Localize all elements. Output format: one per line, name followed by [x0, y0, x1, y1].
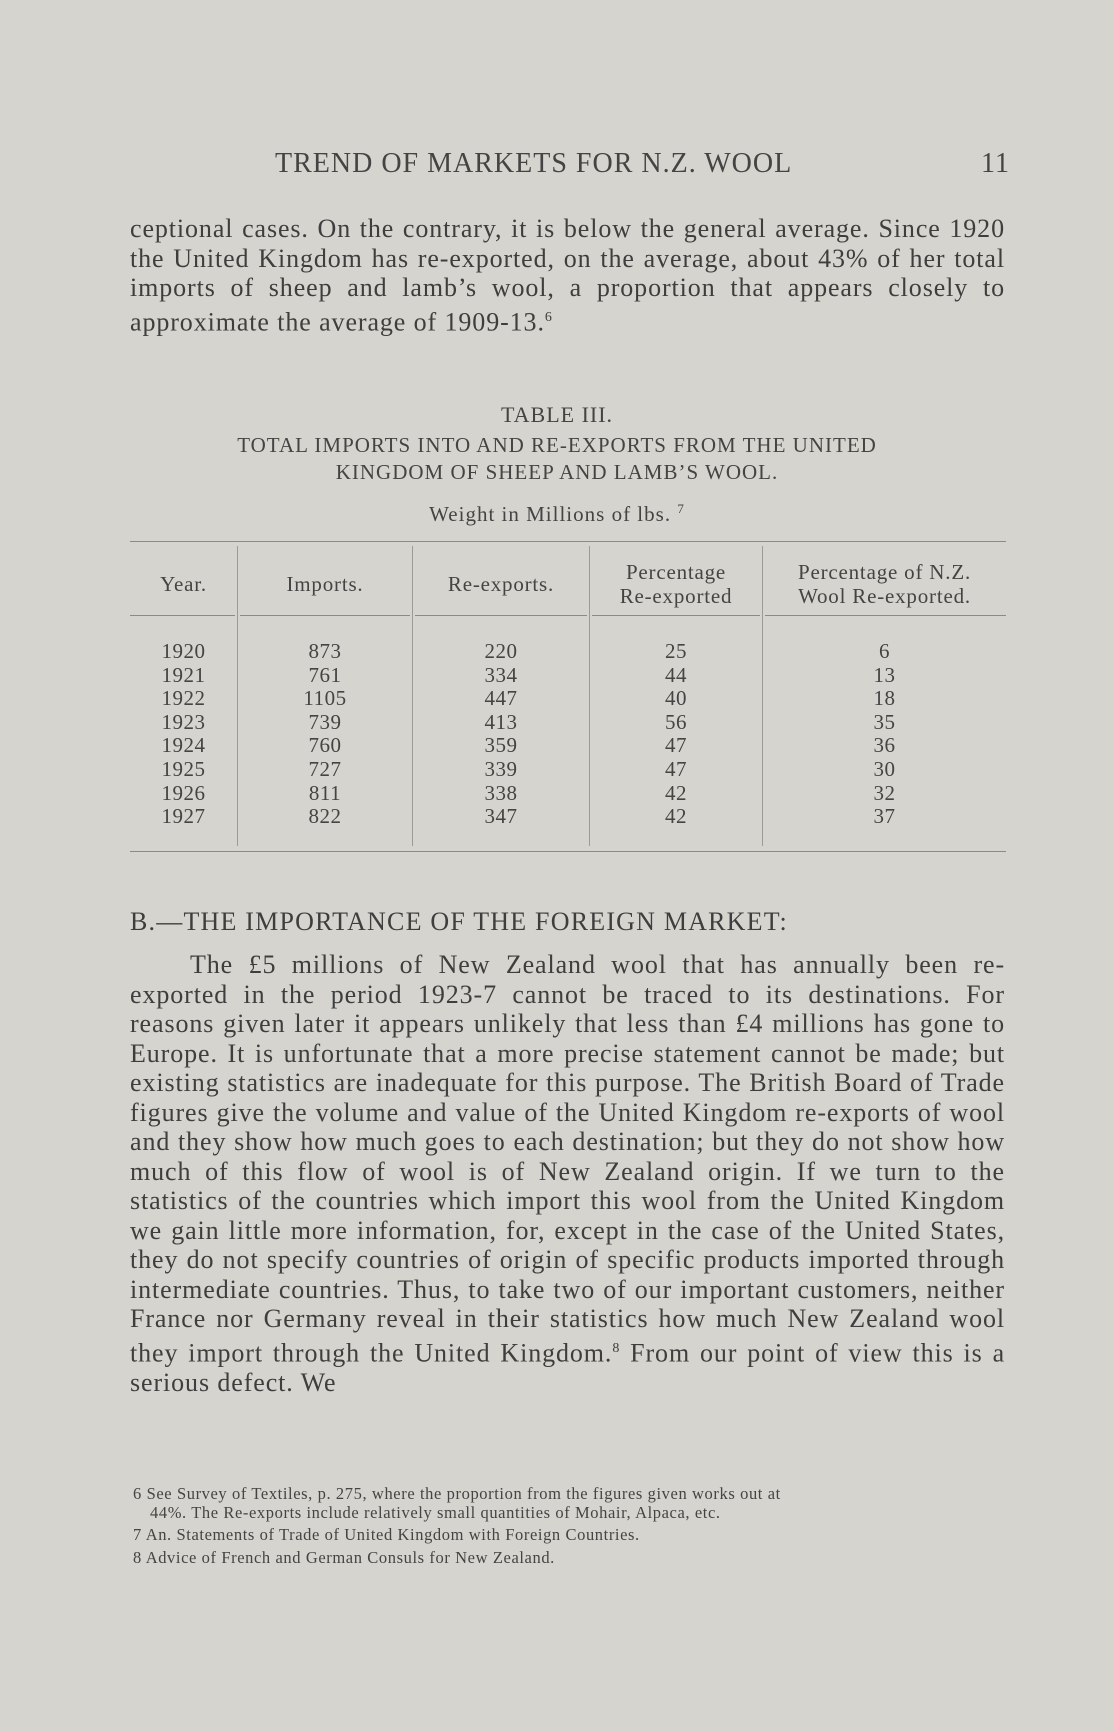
- table-cell: 25: [665, 639, 687, 663]
- column-reexports: [413, 640, 589, 829]
- table-cell: 1925: [161, 756, 206, 781]
- header-nzpct: [763, 560, 1006, 608]
- footnote-number: 8: [133, 1547, 142, 1567]
- running-header: [130, 148, 1010, 182]
- table-cell: 760: [308, 733, 342, 758]
- section-heading: B.—THE IMPORTANCE OF THE FOREIGN MARKET:: [130, 907, 788, 936]
- footnote-ref-6: 6: [544, 309, 553, 325]
- table-label: TABLE III.: [500, 402, 614, 427]
- table-cell: 338: [484, 780, 518, 805]
- table-cell: 1926: [161, 780, 206, 805]
- footnote-number: 7: [133, 1525, 142, 1544]
- table-title-line2: KINGDOM OF SHEEP AND LAMB’S WOOL.: [335, 460, 779, 484]
- intro-text: ceptional cases. On the contrary, it is below the general average. Since 1920 the United Kingdom has re-exported, on the average, about 43% of her total imports of sheep and lamb’s wool, a proportion that appears closely to approximate the average of 1909-13.: [130, 214, 1005, 337]
- section-text: The £5 millions of New Zealand wool that has annually been re-exported in the period 1923-7 cannot be traced to its destinations. For reasons given later it appears unlikely that less than £4 millions has gone to Europe. It is unfortunate that a more precise statement cannot be made; but existing statistics are inadequate for this purpose. The British Board of Trade figures give the volume and value of the United Kingdom re-exports of wool and they show how much goes to each destination; but they do not show how much of this flow of wool is of New Zealand origin. If we turn to the statistics of the countries which import this wool from the United Kingdom we gain little more information, for, except in the case of the United States, they do not specify countries of origin of specific products imported through intermediate countries. Thus, to take two of our important customers, neither France nor Germany reveal in their statistics how much New Zealand wool they import through the United Kingdom.: [130, 950, 1005, 1368]
- wool-table: [130, 540, 1006, 855]
- table-cell: 47: [665, 733, 687, 758]
- intro-paragraph: [130, 214, 1005, 337]
- table-subtitle-text: Weight in Millions of lbs.: [429, 502, 672, 526]
- table-cell: 40: [665, 686, 687, 711]
- table-cell: 220: [484, 639, 518, 663]
- footnote-text: Advice of French and German Consuls for New Zealand.: [145, 1547, 555, 1567]
- table-cell: 1927: [161, 804, 206, 829]
- footnote-number: 6: [133, 1484, 142, 1503]
- footnote-6: [133, 1485, 1008, 1522]
- table-cell: 339: [484, 756, 518, 781]
- header-imports: Imports.: [286, 572, 364, 596]
- table-cell: 739: [308, 709, 342, 734]
- table-title: [0, 432, 1114, 486]
- table-cell: 1924: [161, 733, 206, 758]
- header-nzpct-line1: Percentage of N.Z.: [798, 560, 971, 584]
- table-bottom-rule: [130, 851, 1006, 852]
- table-cell: 44: [665, 662, 687, 687]
- table-cell: 36: [873, 733, 896, 758]
- table-cell: 30: [873, 756, 896, 781]
- footnote-text-cont: 44%. The Re-exports include relatively small quantities of Mohair, Alpaca, etc.: [150, 1502, 721, 1522]
- header-nzpct-line2: Wool Re-exported.: [798, 584, 971, 608]
- table-cell: 42: [665, 804, 687, 829]
- page-number: 11: [981, 148, 1010, 179]
- footnote-8: [133, 1549, 1008, 1568]
- table-cell: 47: [665, 756, 687, 781]
- table-cell: 32: [873, 780, 896, 805]
- table-cell: 347: [484, 804, 518, 829]
- table-cell: 1920: [161, 639, 206, 663]
- table-cell: 811: [308, 780, 342, 805]
- table-cell: 1922: [161, 686, 206, 711]
- table-cell: 35: [873, 709, 896, 734]
- table-top-rule: [130, 541, 1006, 542]
- header-underline-imports: [240, 615, 410, 616]
- header-pct-line2: Re-exported: [619, 584, 733, 608]
- header-reexports: Re-exports.: [447, 572, 555, 596]
- table-cell: 413: [484, 709, 518, 734]
- section-text-tail: From our point of view this is a serious defect. We: [130, 1338, 1006, 1397]
- header-underline-reexports: [415, 615, 587, 616]
- table-cell: 56: [665, 709, 687, 734]
- table-cell: 37: [873, 804, 896, 829]
- header-underline-nzpct: [765, 615, 1006, 616]
- footnote-ref-8: 8: [612, 1340, 621, 1356]
- header-year: Year.: [160, 572, 207, 596]
- table-cell: 1921: [161, 662, 206, 687]
- footnote-text: An. Statements of Trade of United Kingdom with Foreign Countries.: [145, 1525, 640, 1544]
- table-cell: 334: [484, 662, 518, 687]
- table-cell: 822: [308, 804, 342, 829]
- table-cell: 1105: [303, 686, 347, 711]
- column-nzpct: [763, 640, 1006, 829]
- table-cell: 359: [484, 733, 518, 758]
- footnote-7: [133, 1526, 1008, 1545]
- header-pct: [590, 560, 762, 608]
- footnote-text: See Survey of Textiles, p. 275, where the proportion from the figures given works out at: [146, 1484, 781, 1503]
- header-pct-line1: Percentage: [625, 560, 727, 584]
- section-paragraph: [130, 950, 1005, 1397]
- table-cell: 6: [879, 639, 890, 663]
- table-cell: 447: [484, 686, 518, 711]
- header-underline-year: [130, 615, 235, 616]
- table-cell: 873: [308, 639, 342, 663]
- table-cell: 761: [308, 662, 342, 687]
- table-title-line1: TOTAL IMPORTS INTO AND RE-EXPORTS FROM THE UNITED: [237, 433, 877, 457]
- header-underline-pct: [592, 615, 760, 616]
- table-cell: 42: [665, 780, 687, 805]
- column-pct: [590, 640, 762, 829]
- table-cell: 18: [873, 686, 896, 711]
- table-cell: 727: [308, 756, 342, 781]
- table-cell: 13: [873, 662, 896, 687]
- table-subtitle: [0, 501, 1114, 527]
- table-cell: 1923: [161, 709, 206, 734]
- footnote-ref-7: 7: [677, 501, 685, 516]
- footnotes: [133, 1485, 1008, 1571]
- running-title: TREND OF MARKETS FOR N.Z. WOOL: [275, 148, 793, 179]
- column-imports: [238, 640, 412, 829]
- column-year: [130, 640, 237, 829]
